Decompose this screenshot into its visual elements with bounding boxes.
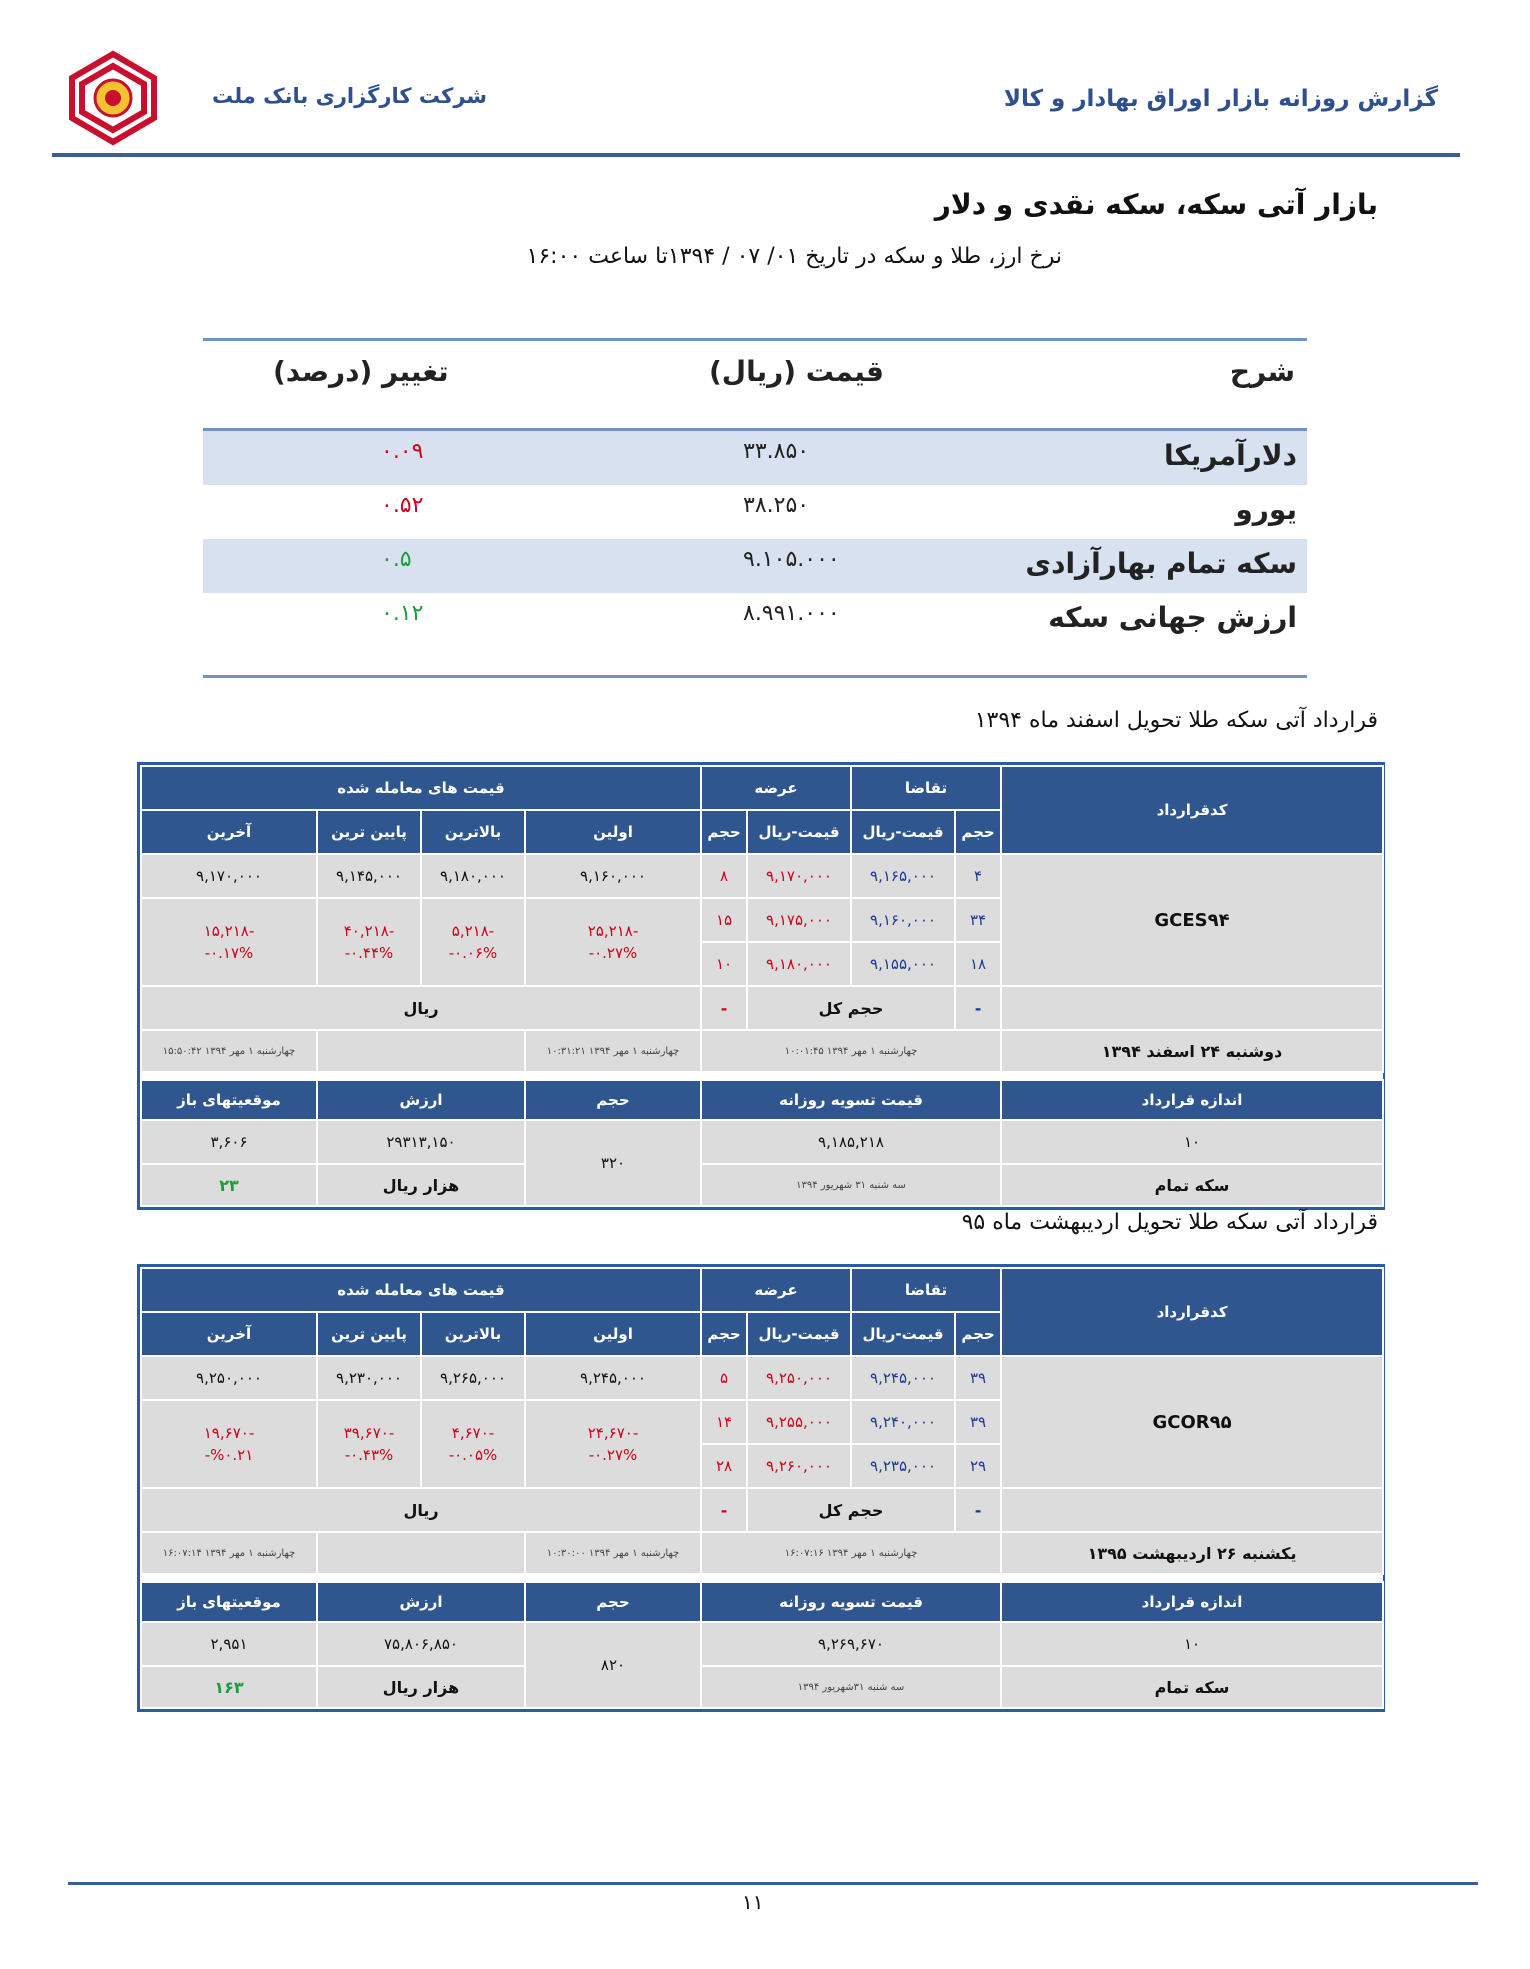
change-last: -۱۵,۲۱۸ ۰.۱۷%- [141, 898, 317, 986]
header-value: ارزش [317, 1080, 525, 1120]
row-price: ۳۳.۸۵۰ [743, 439, 810, 464]
demand-price: ۹,۱۶۰,۰۰۰ [851, 898, 955, 942]
header-code: کدقرارداد [1001, 1268, 1383, 1356]
value-unit: هزار ریال [317, 1666, 525, 1708]
header-desc: شرح [1229, 355, 1295, 388]
first-time: چهارشنبه ۱ مهر ۱۳۹۴ ۱۰:۳۰:۰۰ [525, 1532, 701, 1574]
header-settlement: قیمت تسویه روزانه [701, 1582, 1001, 1622]
supply-price: ۹,۱۷۵,۰۰۰ [747, 898, 851, 942]
price-row [203, 485, 1307, 539]
header-high: بالاترین [421, 810, 525, 854]
header-demand-vol: حجم [955, 810, 1001, 854]
due-date: دوشنبه ۲۴ اسفند ۱۳۹۴ [1001, 1030, 1383, 1072]
price-low: ۹,۲۳۰,۰۰۰ [317, 1356, 421, 1400]
page-number: ۱۱ [742, 1890, 764, 1914]
value-unit: هزار ریال [317, 1164, 525, 1206]
header-high: بالاترین [421, 1312, 525, 1356]
header-change: تغییر (درصد) [273, 355, 449, 388]
header-value: ارزش [317, 1582, 525, 1622]
last-time: چهارشنبه ۱ مهر ۱۳۹۴ ۱۵:۵۰:۴۲ [141, 1030, 317, 1072]
header-supply: عرضه [701, 1268, 851, 1312]
empty-cell [1001, 1488, 1383, 1532]
empty-cell [317, 1532, 525, 1574]
change-high: -۵,۲۱۸ ۰.۰۶%- [421, 898, 525, 986]
row-desc: سکه تمام بهارآزادی [1025, 547, 1297, 580]
header-supply: عرضه [701, 766, 851, 810]
footer-divider [68, 1882, 1478, 1885]
price-first: ۹,۱۶۰,۰۰۰ [525, 854, 701, 898]
demand-time: چهارشنبه ۱ مهر ۱۳۹۴ ۱۶:۰۷:۱۶ [701, 1532, 1001, 1574]
open-positions: ۲,۹۵۱ [141, 1622, 317, 1666]
settlement-price: ۹,۱۸۵,۲۱۸ [701, 1120, 1001, 1164]
trade-value: ۲۹۳۱۳,۱۵۰ [317, 1120, 525, 1164]
dash: - [701, 986, 747, 1030]
header-last: آخرین [141, 1312, 317, 1356]
section-subtitle: نرخ ارز، طلا و سکه در تاریخ ۰۱/ ۰۷ / ۱۳۹۴تا ساعت ۱۶:۰۰ [526, 244, 1062, 269]
price-row [203, 539, 1307, 593]
contract-unit: سکه تمام [1001, 1666, 1383, 1708]
contract-unit: سکه تمام [1001, 1164, 1383, 1206]
trade-value: ۷۵,۸۰۶,۸۵۰ [317, 1622, 525, 1666]
supply-vol: ۲۸ [701, 1444, 747, 1488]
header-supply-price: قیمت-ریال [747, 810, 851, 854]
demand-price: ۹,۲۴۰,۰۰۰ [851, 1400, 955, 1444]
row-price: ۸.۹۹۱.۰۰۰ [743, 601, 840, 626]
row-desc: ارزش جهانی سکه [1048, 601, 1297, 634]
header-supply-vol: حجم [701, 1312, 747, 1356]
price-first: ۹,۲۴۵,۰۰۰ [525, 1356, 701, 1400]
demand-vol: ۴ [955, 854, 1001, 898]
first-time: چهارشنبه ۱ مهر ۱۳۹۴ ۱۰:۳۱:۲۱ [525, 1030, 701, 1072]
demand-price: ۹,۲۴۵,۰۰۰ [851, 1356, 955, 1400]
price-table-header [203, 341, 1307, 431]
header-traded: قیمت های معامله شده [141, 1268, 701, 1312]
dash: - [701, 1488, 747, 1532]
header-demand-price: قیمت-ریال [851, 810, 955, 854]
row-change: ۰.۱۲ [381, 601, 424, 626]
settlement-price: ۹,۲۶۹,۶۷۰ [701, 1622, 1001, 1666]
due-date: یکشنبه ۲۶ اردیبهشت ۱۳۹۵ [1001, 1532, 1383, 1574]
dash: - [955, 1488, 1001, 1532]
supply-vol: ۱۵ [701, 898, 747, 942]
trade-volume: ۸۲۰ [525, 1622, 701, 1708]
header-contract-size: اندازه قرارداد [1001, 1080, 1383, 1120]
row-desc: یورو [1235, 493, 1297, 526]
supply-vol: ۱۰ [701, 942, 747, 986]
unit-rial: ریال [141, 1488, 701, 1532]
report-title: گزارش روزانه بازار اوراق بهادار و کالا [1003, 86, 1438, 112]
header-price: قیمت (ریال) [709, 355, 884, 388]
header-demand-price: قیمت-ریال [851, 1312, 955, 1356]
demand-price: ۹,۱۶۵,۰۰۰ [851, 854, 955, 898]
contract-size: ۱۰ [1001, 1120, 1383, 1164]
header-demand: تقاضا [851, 1268, 1001, 1312]
contract-caption: قرارداد آتی سکه طلا تحویل اسفند ماه ۱۳۹۴ [974, 708, 1378, 733]
header-supply-vol: حجم [701, 810, 747, 854]
demand-vol: ۱۸ [955, 942, 1001, 986]
demand-price: ۹,۱۵۵,۰۰۰ [851, 942, 955, 986]
demand-price: ۹,۲۳۵,۰۰۰ [851, 1444, 955, 1488]
supply-price: ۹,۱۸۰,۰۰۰ [747, 942, 851, 986]
contract-caption: قرارداد آتی سکه طلا تحویل اردیبهشت ماه ۹۵ [961, 1210, 1378, 1235]
bank-mellat-logo [62, 48, 164, 148]
header-settlement: قیمت تسویه روزانه [701, 1080, 1001, 1120]
contract-code: GCES۹۴ [1001, 854, 1383, 986]
unit-rial: ریال [141, 986, 701, 1030]
header-code: کدقرارداد [1001, 766, 1383, 854]
change-first: -۲۵,۲۱۸ ۰.۲۷%- [525, 898, 701, 986]
price-last: ۹,۲۵۰,۰۰۰ [141, 1356, 317, 1400]
contract-table [137, 1264, 1385, 1712]
header-low: پایین ترین [317, 1312, 421, 1356]
header-last: آخرین [141, 810, 317, 854]
demand-vol: ۳۹ [955, 1400, 1001, 1444]
company-name: شرکت کارگزاری بانک ملت [212, 84, 488, 108]
row-change: ۰.۵ [381, 547, 412, 572]
supply-vol: ۵ [701, 1356, 747, 1400]
header-vol: حجم [525, 1582, 701, 1622]
row-change: ۰.۰۹ [381, 439, 424, 464]
supply-price: ۹,۱۷۰,۰۰۰ [747, 854, 851, 898]
header-divider [52, 153, 1460, 157]
header-demand-vol: حجم [955, 1312, 1001, 1356]
price-last: ۹,۱۷۰,۰۰۰ [141, 854, 317, 898]
demand-time: چهارشنبه ۱ مهر ۱۳۹۴ ۱۰:۰۱:۴۵ [701, 1030, 1001, 1072]
row-desc: دلارآمریکا [1164, 439, 1297, 472]
dash: - [955, 986, 1001, 1030]
change-low: -۴۰,۲۱۸ ۰.۴۴%- [317, 898, 421, 986]
price-table [203, 338, 1307, 678]
price-high: ۹,۲۶۵,۰۰۰ [421, 1356, 525, 1400]
open-positions: ۳,۶۰۶ [141, 1120, 317, 1164]
supply-vol: ۱۴ [701, 1400, 747, 1444]
contract-size: ۱۰ [1001, 1622, 1383, 1666]
header-low: پایین ترین [317, 810, 421, 854]
header-first: اولین [525, 1312, 701, 1356]
change-low: -۳۹,۶۷۰ ۰.۴۳%- [317, 1400, 421, 1488]
contract-table [137, 762, 1385, 1210]
row-price: ۳۸.۲۵۰ [743, 493, 810, 518]
section-title: بازار آتی سکه، سکه نقدی و دلار [934, 188, 1378, 221]
open-positions-change: ۲۳ [141, 1164, 317, 1206]
header-open-positions: موقعیتهای باز [141, 1582, 317, 1622]
header-first: اولین [525, 810, 701, 854]
price-row [203, 431, 1307, 485]
settlement-date: سه شنبه ۳۱شهریور ۱۳۹۴ [701, 1666, 1001, 1708]
open-positions-change: ۱۶۳ [141, 1666, 317, 1708]
change-last: -۱۹,۶۷۰ %۰.۲۱- [141, 1400, 317, 1488]
header-open-positions: موقعیتهای باز [141, 1080, 317, 1120]
supply-price: ۹,۲۶۰,۰۰۰ [747, 1444, 851, 1488]
header-demand: تقاضا [851, 766, 1001, 810]
demand-vol: ۳۹ [955, 1356, 1001, 1400]
header-supply-price: قیمت-ریال [747, 1312, 851, 1356]
contract-code: GCOR۹۵ [1001, 1356, 1383, 1488]
header-contract-size: اندازه قرارداد [1001, 1582, 1383, 1622]
total-volume-label: حجم کل [747, 1488, 955, 1532]
header-vol: حجم [525, 1080, 701, 1120]
supply-vol: ۸ [701, 854, 747, 898]
supply-price: ۹,۲۵۰,۰۰۰ [747, 1356, 851, 1400]
change-first: -۲۴,۶۷۰ ۰.۲۷%- [525, 1400, 701, 1488]
price-row [203, 593, 1307, 647]
last-time: چهارشنبه ۱ مهر ۱۳۹۴ ۱۶:۰۷:۱۴ [141, 1532, 317, 1574]
settlement-date: سه شنبه ۳۱ شهریور ۱۳۹۴ [701, 1164, 1001, 1206]
total-volume-label: حجم کل [747, 986, 955, 1030]
supply-price: ۹,۲۵۵,۰۰۰ [747, 1400, 851, 1444]
empty-cell [317, 1030, 525, 1072]
empty-cell [1001, 986, 1383, 1030]
price-low: ۹,۱۴۵,۰۰۰ [317, 854, 421, 898]
row-price: ۹.۱۰۵.۰۰۰ [743, 547, 840, 572]
price-high: ۹,۱۸۰,۰۰۰ [421, 854, 525, 898]
demand-vol: ۳۴ [955, 898, 1001, 942]
trade-volume: ۳۲۰ [525, 1120, 701, 1206]
header-traded: قیمت های معامله شده [141, 766, 701, 810]
row-change: ۰.۵۲ [381, 493, 424, 518]
change-high: -۴,۶۷۰ ۰.۰۵%- [421, 1400, 525, 1488]
demand-vol: ۲۹ [955, 1444, 1001, 1488]
